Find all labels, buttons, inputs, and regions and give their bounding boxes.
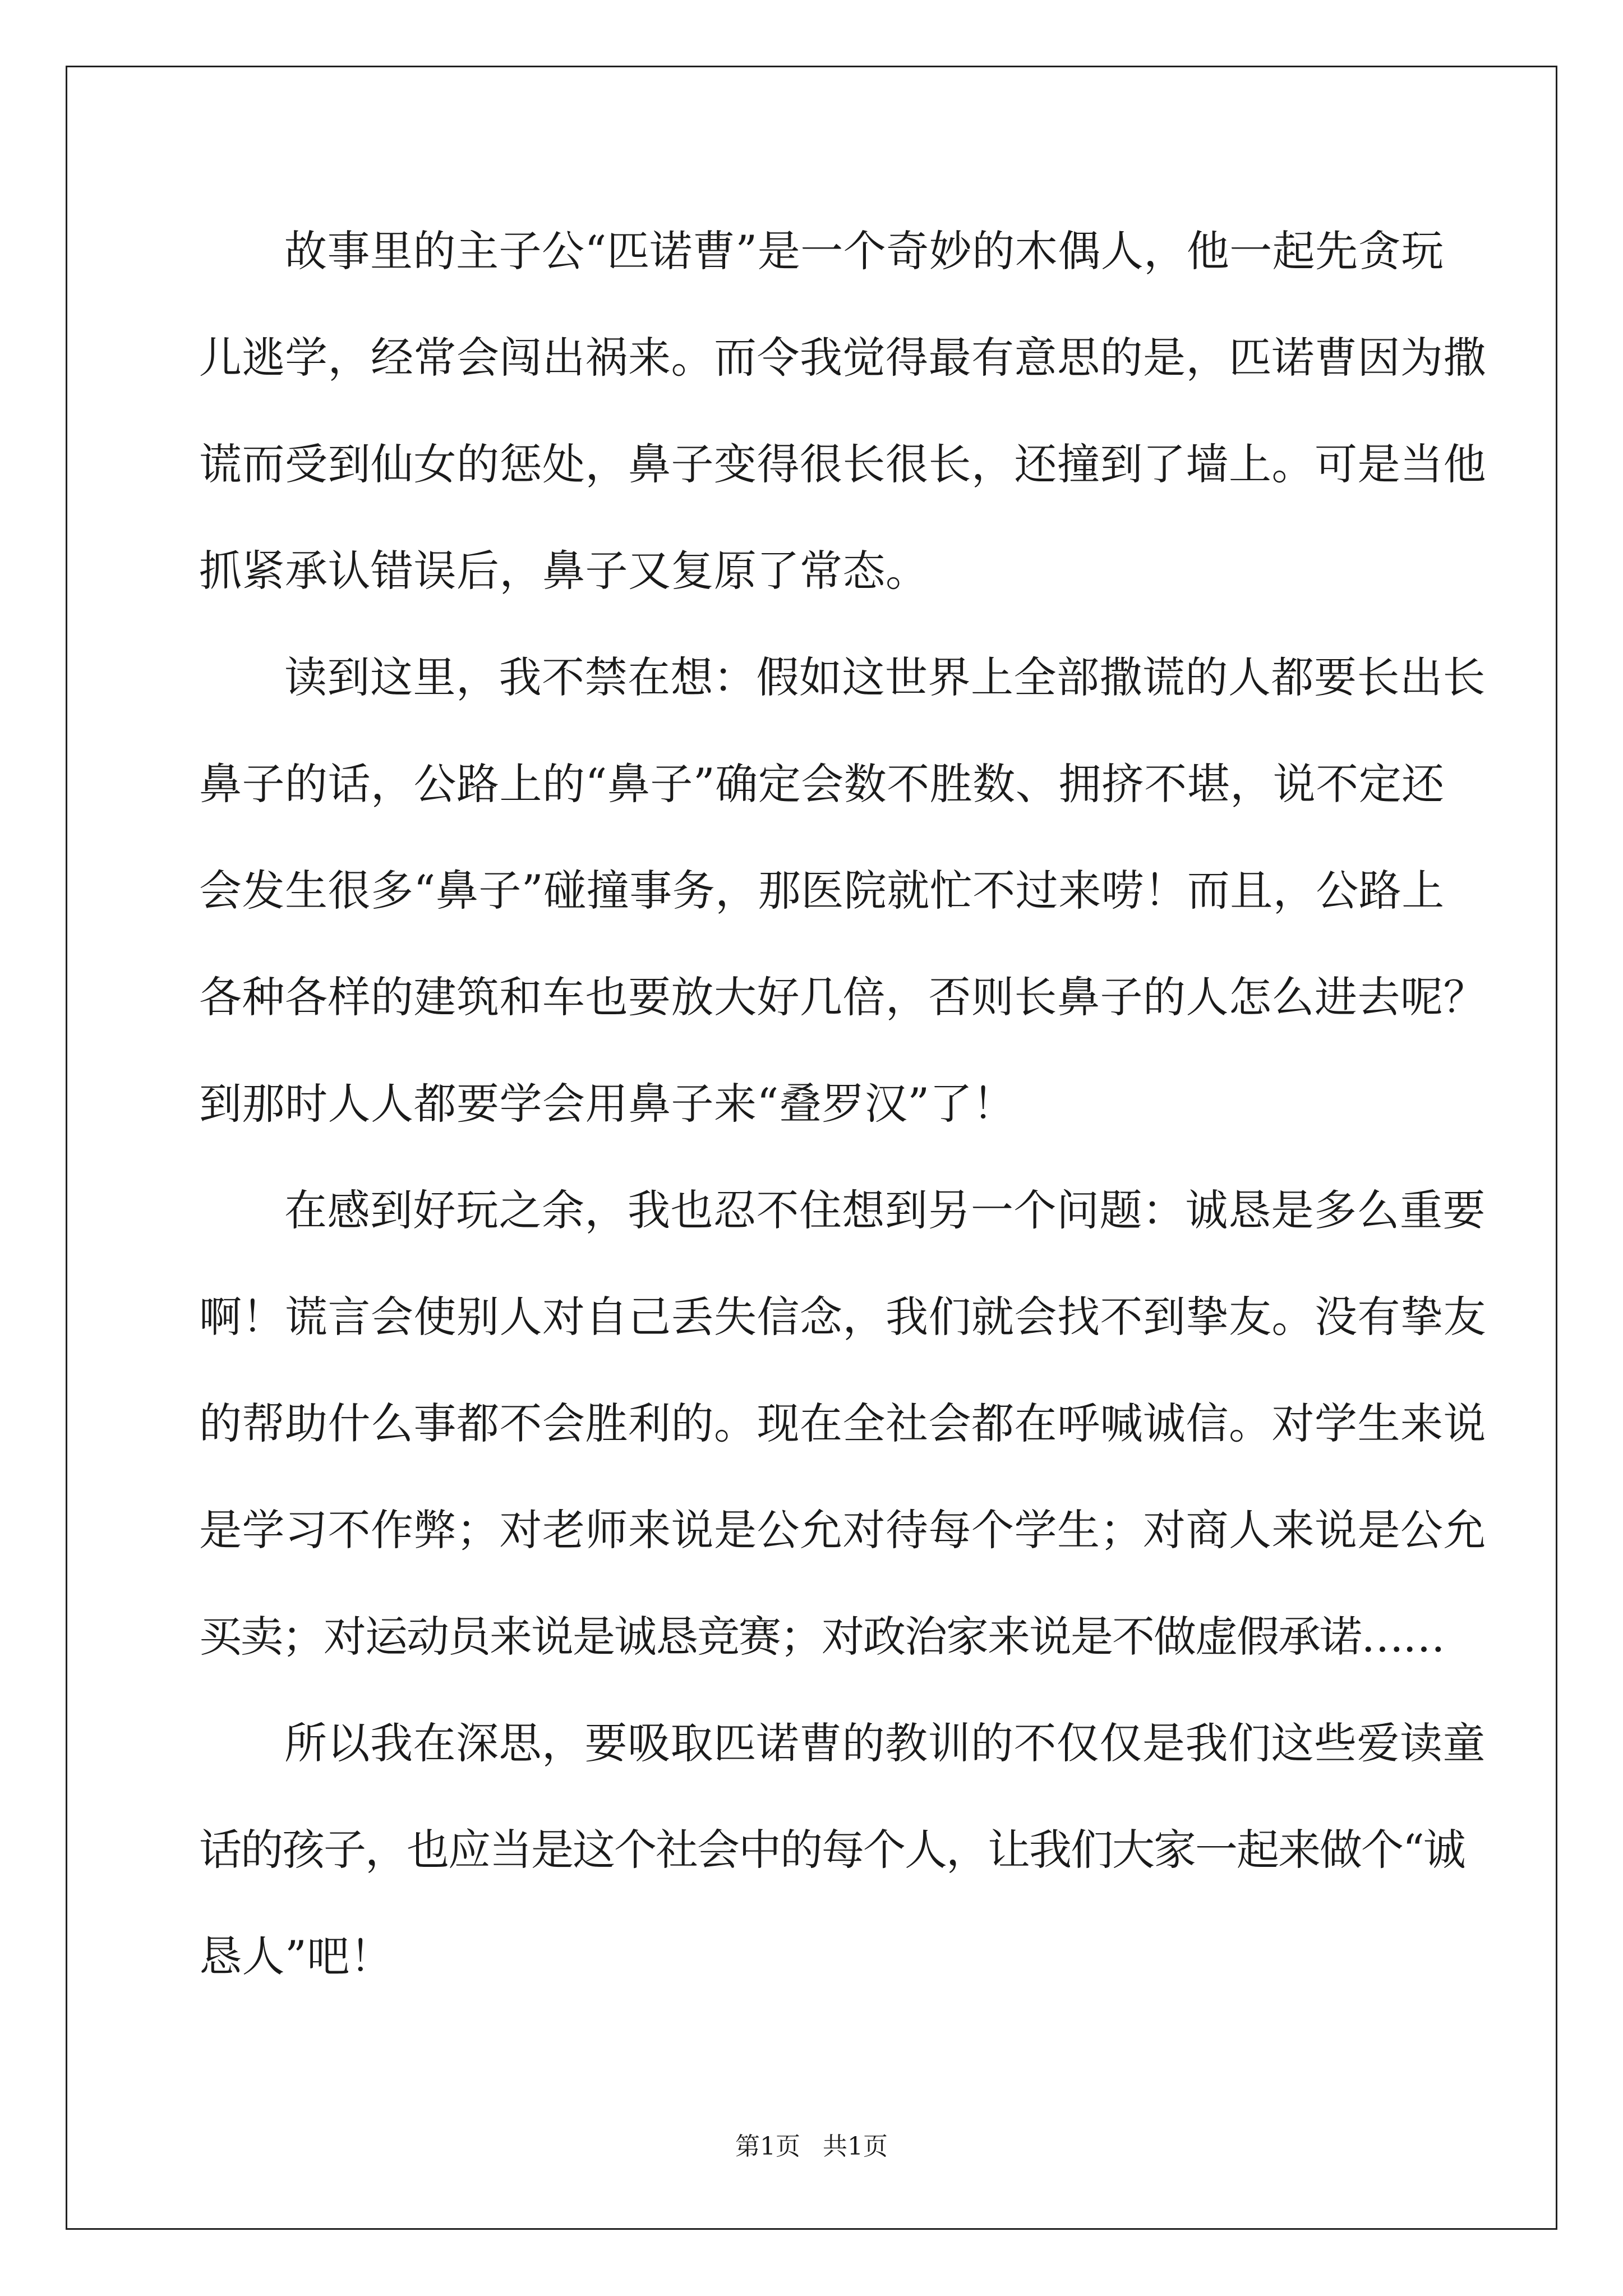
page-footer <box>0 2130 1623 2164</box>
paragraph-2-line-3: 会发生很多“鼻子”碰撞事务，那医院就忙不过来唠！而且，公路上 <box>199 866 1445 915</box>
paragraph-4-line-3: 恳人”吧！ <box>199 1931 393 1981</box>
paragraph-3-line-2: 啊！谎言会使别人对自己丢失信念，我们就会找不到挚友。没有挚友 <box>199 1292 1486 1342</box>
paragraph-3-line-1: 在感到好玩之余，我也忍不住想到另一个问题：诚恳是多么重要 <box>284 1185 1486 1235</box>
paragraph-1-line-4: 抓紧承认错误后，鼻子又复原了常态。 <box>199 546 929 596</box>
paragraph-1-line-2: 儿逃学，经常会闯出祸来。而令我觉得最有意思的是，匹诺曹因为撒 <box>199 333 1486 383</box>
paragraph-1-line-1: 故事里的主子公“匹诺曹”是一个奇妙的木偶人，他一起先贪玩 <box>284 226 1444 276</box>
page-number-current: 第1页 <box>735 2132 800 2161</box>
paragraph-2-line-2: 鼻子的话，公路上的“鼻子”确定会数不胜数、拥挤不堪，说不定还 <box>199 759 1445 809</box>
paragraph-3-line-4: 是学习不作弊；对老师来说是公允对待每个学生；对商人来说是公允 <box>199 1505 1486 1555</box>
paragraph-3-line-5: 买卖；对运动员来说是诚恳竞赛；对政治家来说是不做虚假承诺…… <box>199 1612 1444 1662</box>
paragraph-2-line-4: 各种各样的建筑和车也要放大好几倍，否则长鼻子的人怎么进去呢？ <box>199 972 1486 1022</box>
paragraph-2-line-1: 读到这里，我不禁在想：假如这世界上全部撒谎的人都要长出长 <box>284 652 1486 702</box>
paragraph-1-line-3: 谎而受到仙女的惩处，鼻子变得很长很长，还撞到了墙上。可是当他 <box>199 439 1486 489</box>
paragraph-4-line-1: 所以我在深思，要吸取匹诺曹的教训的不仅仅是我们这些爱读童 <box>284 1718 1486 1768</box>
paragraph-4-line-2: 话的孩子，也应当是这个社会中的每个人，让我们大家一起来做个“诚 <box>199 1825 1465 1875</box>
page-number-total: 共1页 <box>823 2132 888 2161</box>
paragraph-2-line-5: 到那时人人都要学会用鼻子来“叠罗汉”了！ <box>199 1079 1016 1129</box>
paragraph-3-line-3: 的帮助什么事都不会胜利的。现在全社会都在呼喊诚信。对学生来说 <box>199 1398 1486 1448</box>
document-body <box>199 218 1486 2030</box>
